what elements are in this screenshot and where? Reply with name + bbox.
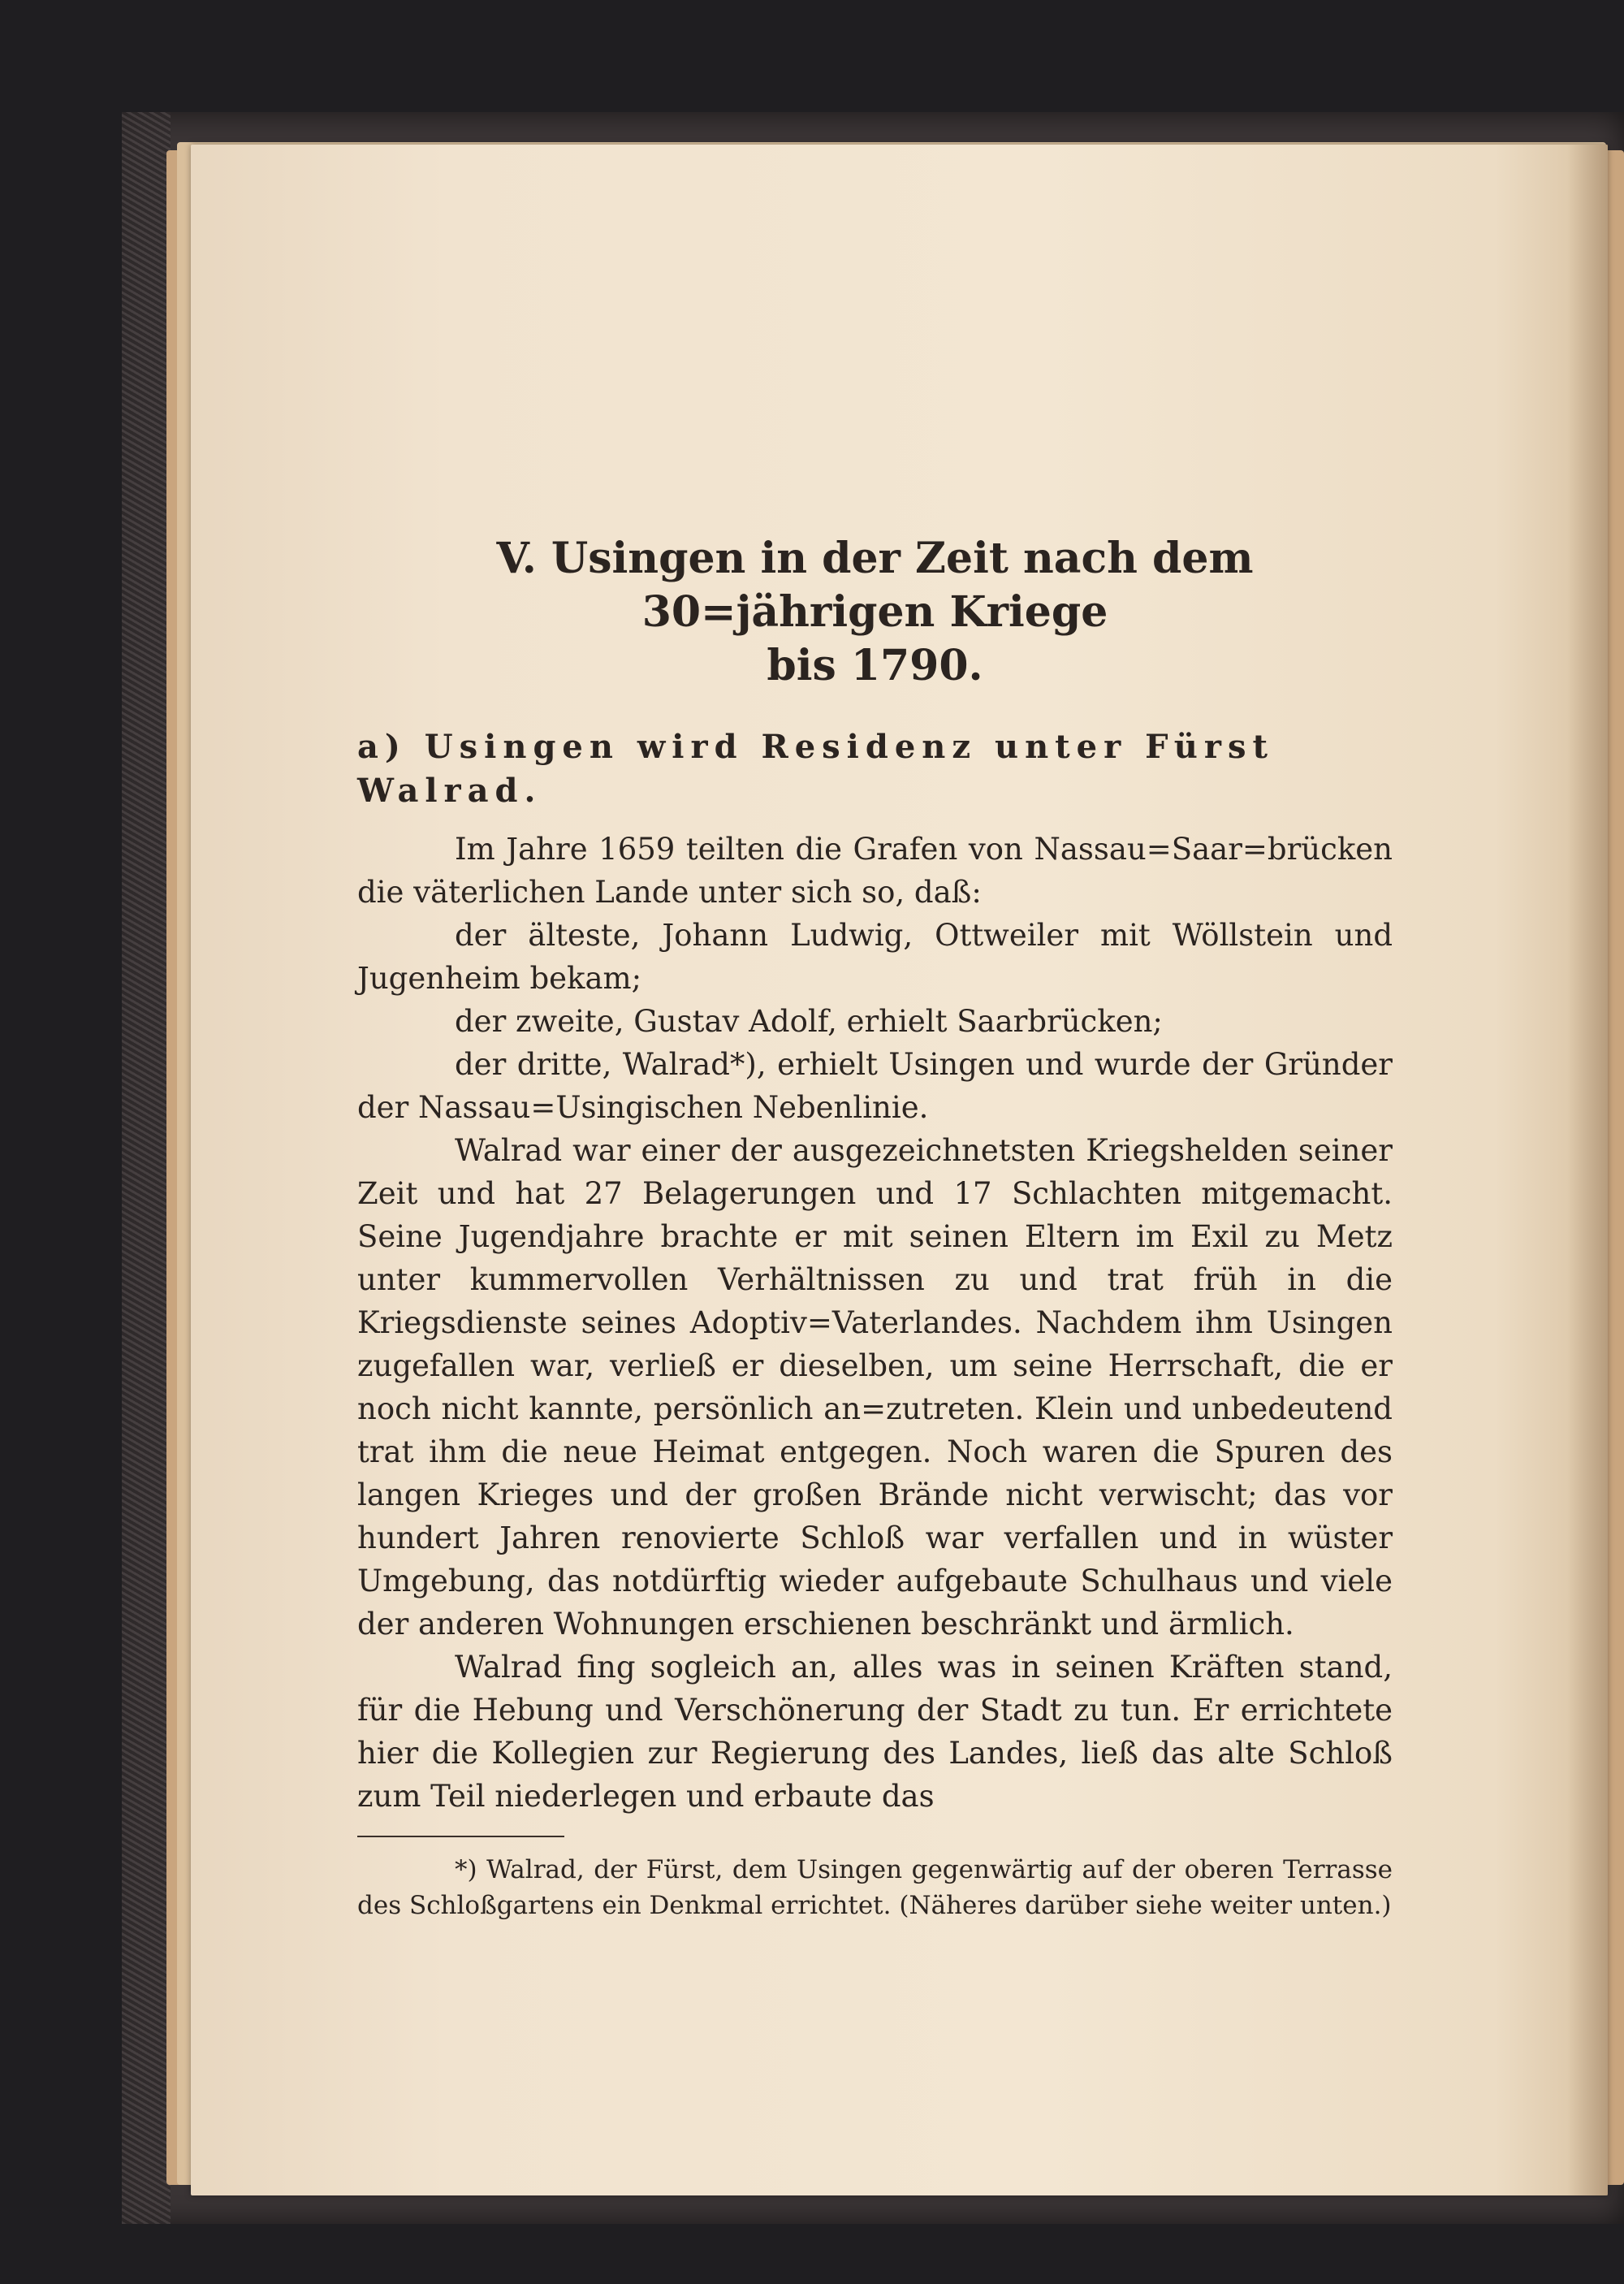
page-text <box>357 532 1393 1923</box>
paragraph-6: Walrad fing sogleich an, alles was in seinen Kräften stand, für die Hebung und Verschönerung der Stadt zu tun. Er errichtete hier die Kollegien zur Regierung des Landes, ließ das alte Schloß zum Teil niederlegen und erbaute das <box>357 1650 1393 1814</box>
chapter-title-line2: bis 1790. <box>767 641 983 690</box>
chapter-heading <box>357 532 1393 693</box>
chapter-title-line1: V. Usingen in der Zeit nach dem 30=jährigen Kriege <box>496 534 1254 637</box>
page-gutter-shadow <box>1567 145 1608 2195</box>
cover-texture <box>122 112 171 2224</box>
paragraph-1: Im Jahre 1659 teilten die Grafen von Nassau=Saar=brücken die väterlichen Lande unter sich so, daß: <box>357 832 1393 910</box>
footnote: *) Walrad, der Fürst, dem Usingen gegenwärtig auf der oberen Terrasse des Schloßgartens ein Denkmal errichtet. (Näheres darüber siehe weiter unten.) <box>357 1855 1393 1920</box>
paragraph-2: der älteste, Johann Ludwig, Ottweiler mit Wöllstein und Jugenheim bekam; <box>357 918 1393 996</box>
footnote-divider <box>357 1836 564 1837</box>
section-heading: a) Usingen wird Residenz unter Fürst Walrad. <box>357 728 1274 810</box>
paragraph-4: der dritte, Walrad*), erhielt Usingen und wurde der Gründer der Nassau=Usingischen Nebenlinie. <box>357 1047 1393 1125</box>
paragraph-3: der zweite, Gustav Adolf, erhielt Saarbrücken; <box>455 1004 1163 1039</box>
paragraph-5: Walrad war einer der ausgezeichnetsten Kriegshelden seiner Zeit und hat 27 Belagerungen und 17 Schlachten mitgemacht. Seine Jugendjahre brachte er mit seinen Eltern im Exil zu Metz unter kummervollen Verhältnissen zu und trat früh in die Kriegsdienste seines Adoptiv=Vaterlandes. Nachdem ihm Usingen zugefallen war, verließ er dieselben, um seine Herrschaft, die er noch nicht kannte, persönlich an=zutreten. Klein und unbedeutend trat ihm die neue Heimat entgegen. Noch waren die Spuren des langen Krieges und der großen Brände nicht verwischt; das vor hundert Jahren renovierte Schloß war verfallen und in wüster Umgebung, das notdürftig wieder aufgebaute Schulhaus und viele der anderen Wohnungen erschienen beschränkt und ärmlich. <box>357 1133 1393 1642</box>
